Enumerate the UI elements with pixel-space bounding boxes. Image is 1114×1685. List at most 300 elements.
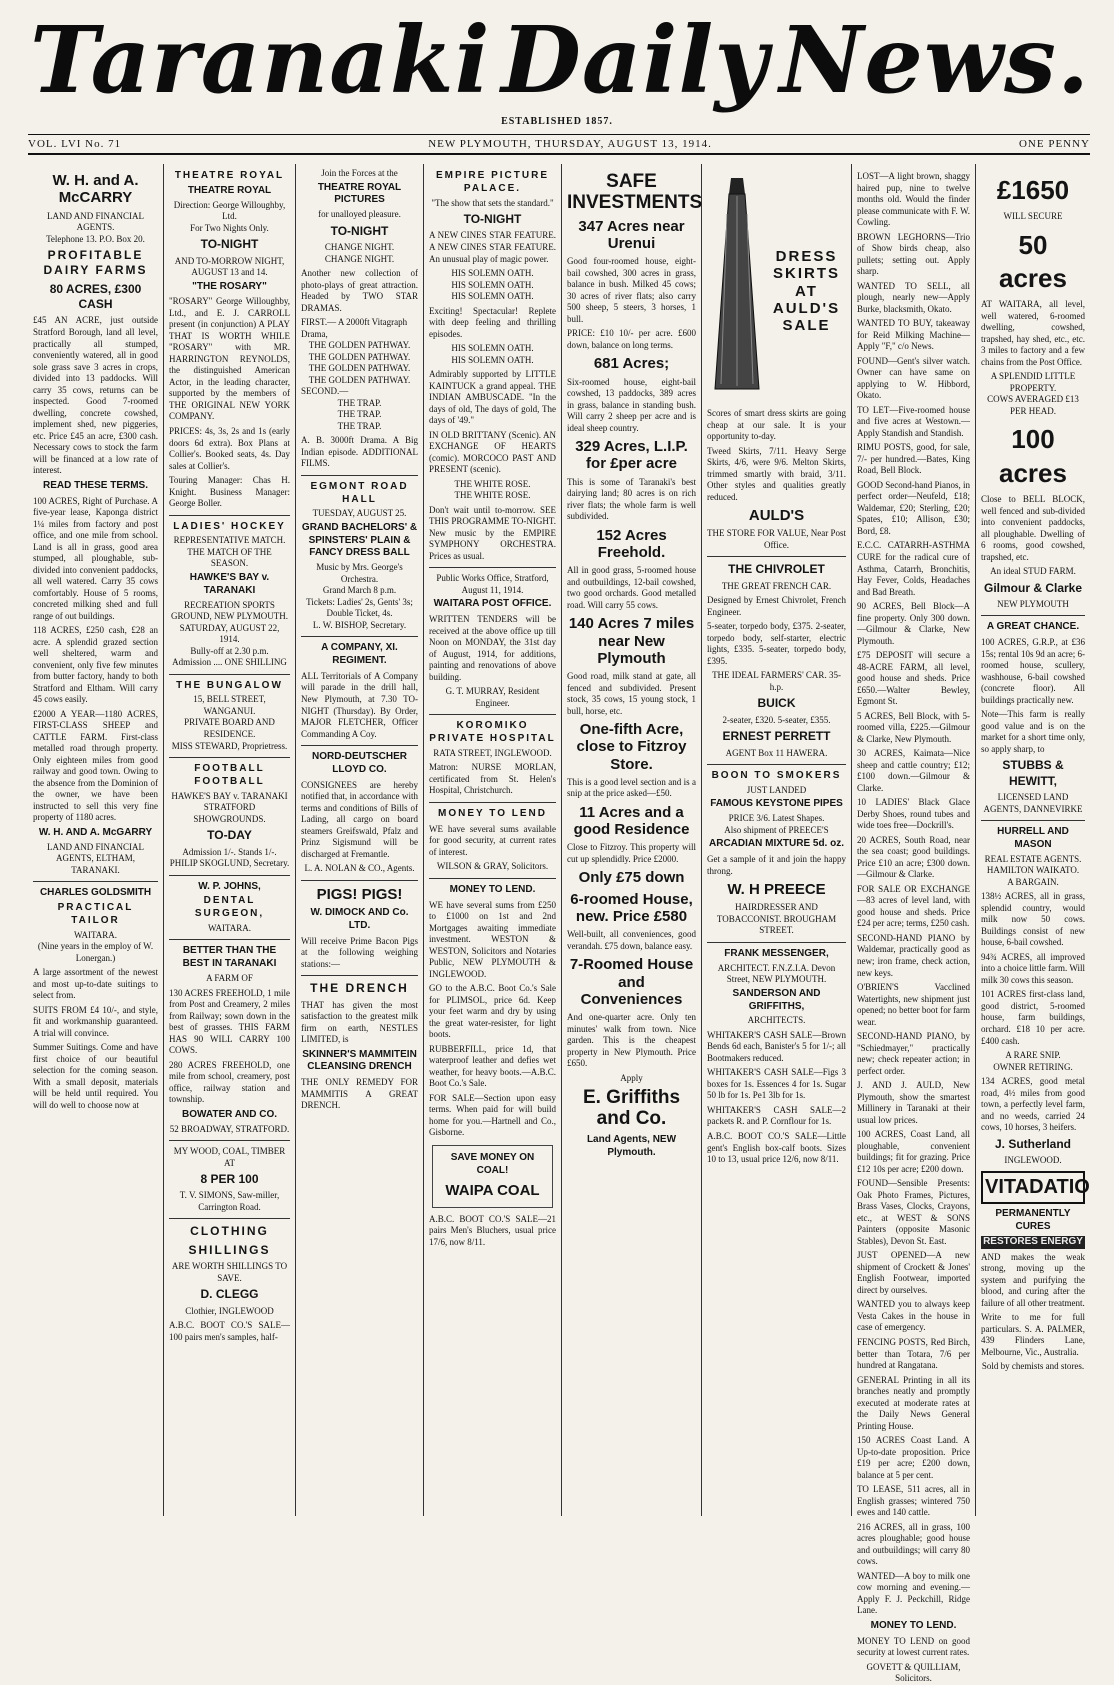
newspaper-title bbox=[30, 6, 1090, 114]
ad-text: 280 ACRES FREEHOLD, one mile from school, creamery, post office, railway station and township. bbox=[169, 1059, 290, 1105]
ad-text: HIS SOLEMN OATH. bbox=[451, 343, 534, 354]
ad-heading: MONEY TO LEND. bbox=[449, 883, 536, 895]
classified-ad: 30 ACRES, Kaimata—Nice sheep and cattle country; £12; £100 down.—Gilmour & Clarke. bbox=[857, 748, 970, 793]
ad-text: PRICE: £10 10/- per acre. £600 down, balance on long terms. bbox=[567, 328, 696, 350]
ad-firm-sub: Land Agents, NEW Plymouth. bbox=[586, 1133, 677, 1158]
ad-heading: THE BUNGALOW bbox=[176, 679, 283, 691]
ad-heading: ARCADIAN MIXTURE 5d. oz. bbox=[709, 838, 844, 850]
ad-heading: D. CLEGG bbox=[200, 1287, 259, 1302]
ad-text: 2-seater, £320. 5-seater, £355. bbox=[722, 714, 831, 725]
ad-text: Grand March 8 p.m. bbox=[322, 585, 397, 596]
ad-heading: 50 acres bbox=[999, 229, 1067, 294]
ad-firm-sub: LAND AND FINANCIAL AGENTS. bbox=[47, 210, 144, 233]
ad-heading: EMPIRE PICTURE PALACE. bbox=[435, 170, 549, 194]
classified-ad: TO LEASE, 511 acres, all in English grasses; wintered 750 ewes and 140 cattle. bbox=[857, 1484, 970, 1518]
ad-text: Admission 1/-. Stands 1/-. bbox=[182, 846, 277, 857]
ad-heading: SAVE MONEY ON COAL! bbox=[450, 1151, 535, 1176]
ad-text: WHITAKER'S CASH SALE—Brown Bends 6d each, Banister's 5 for 1/-; all Bootmakers reduced. bbox=[707, 1029, 846, 1063]
column-1 bbox=[28, 164, 164, 1516]
ad-text: Sold by chemists and stores. bbox=[981, 1361, 1085, 1372]
ad-banner: RESTORES ENERGY bbox=[981, 1236, 1085, 1249]
ad-text: Scores of smart dress skirts are going cheap at our sale. It is your opportunity to-day. bbox=[707, 408, 846, 442]
ad-text: THE WHITE ROSE. bbox=[454, 478, 531, 489]
ad-text: G. T. MURRAY, Resident Engineer. bbox=[445, 686, 540, 708]
ad-text: AGENT Box 11 HAWERA. bbox=[725, 747, 828, 758]
divider bbox=[429, 567, 556, 568]
ad-text: 138½ ACRES, all in grass, splendid country, would milk now 50 cows. Buildings consist of new house, 6-bail cowshed. bbox=[981, 891, 1085, 948]
column-5 bbox=[562, 164, 702, 1516]
ad-heading: CLOTHING bbox=[190, 1224, 269, 1239]
divider bbox=[169, 939, 290, 940]
ad-text: ALL Territorials of A Company will parade in the drill hall, New Plymouth, at 7.30 TO-NIGHT (Thursday). By Order, MAJOR FLETCHER, Officer Commanding A Coy. bbox=[301, 670, 418, 739]
ad-text: ARE WORTH SHILLINGS TO SAVE. bbox=[171, 1261, 288, 1283]
ad-heading: LADIES' HOCKEY bbox=[173, 520, 286, 532]
ad-text: WAITARA. bbox=[207, 922, 252, 933]
classified-ad: E.C.C. CATARRH-ASTHMA CURE for the radical cure of Asthma, Catarrh, Bronchitis, Hay Fever, Colds, Headaches and Bad Breath. bbox=[857, 540, 970, 597]
ad-text: (Nine years in the employ of W. Lonergan.) bbox=[37, 941, 154, 963]
ad-heading: READ THESE TERMS. bbox=[42, 479, 148, 491]
ad-text: Admission .... ONE SHILLING bbox=[172, 657, 287, 668]
ad-heading: SAFE INVESTMENTS bbox=[567, 171, 703, 213]
ad-text: THE TRAP. bbox=[337, 409, 382, 420]
ad-text: A FARM OF bbox=[206, 973, 253, 984]
ad-firm-sub: INGLEWOOD. bbox=[1004, 1155, 1062, 1165]
divider bbox=[169, 515, 290, 516]
ad-heading: WAIPA COAL bbox=[445, 1181, 540, 1199]
ad-text: SECOND.— bbox=[301, 386, 349, 397]
ad-text: A.B.C. BOOT CO.'S SALE—Little gent's English box-calf boots. Sizes 10 to 13, usual price 12/6, now 8/11. bbox=[707, 1130, 846, 1165]
ad-text: HAIRDRESSER AND TOBACCONIST. BROUGHAM STREET. bbox=[716, 902, 837, 936]
ad-text: WHITAKER'S CASH SALE—2 packets R. and P. Cornflour for 1s. bbox=[707, 1104, 846, 1127]
ad-firm: Gilmour & Clarke bbox=[983, 580, 1083, 595]
ad-text: COWS AVERAGED £13 PER HEAD. bbox=[987, 394, 1079, 416]
ad-text: 15, BELL STREET, WANGANUI. bbox=[193, 694, 266, 716]
skirt-advert bbox=[707, 168, 846, 405]
ad-text: Tweed Skirts, 7/11. Heavy Serge Skirts, 4/6, were 9/6. Melton Skirts, trimmed smartly with braid, 3/11. Other styles and qualities greatly reduced. bbox=[707, 445, 846, 502]
ad-heading: 8 PER 100 bbox=[200, 1172, 259, 1187]
ad-text: AT WAITARA, all level, well watered, 6-roomed dwelling, cowshed, trapshed, hay shed, etc., etc. 3 miles to factory and a few chains from the Post Office. bbox=[981, 299, 1085, 367]
divider bbox=[169, 875, 290, 876]
ad-firm: HURRELL AND MASON bbox=[997, 826, 1069, 850]
ad-text: JUST LANDED bbox=[746, 784, 807, 795]
ad-text: 5-seater, torpedo body, £375. 2-seater, torpedo body, self-starter, electric lights, £335. 5-seater, torpedo body, £395. bbox=[707, 621, 846, 666]
ad-text: Direction: George Willoughby, Ltd. bbox=[173, 199, 286, 222]
divider bbox=[707, 764, 846, 765]
ad-text: L. A. NOLAN & CO., Agents. bbox=[304, 863, 415, 874]
ad-text: 52 BROADWAY, STRATFORD. bbox=[169, 1123, 290, 1134]
ad-text: GO to the A.B.C. Boot Co.'s Sale for PLIMSOL, price 6d. Keep your feet warm and dry by using the great water-resister, for light boots. bbox=[429, 983, 556, 1040]
ad-text: PRICE 3/6. Latest Shapes. bbox=[728, 813, 825, 824]
ad-heading: 140 Acres 7 miles near New Plymouth bbox=[568, 615, 695, 667]
title-word-3: News. bbox=[779, 6, 1090, 114]
ad-text: FIRST.— A 2000ft Vitagraph Drama, bbox=[301, 317, 408, 339]
ad-text: "ROSARY" George Willoughby, Ltd., and E. J. CARROLL present (in conjunction) A PLAY THAT IS WORTH WHILE "ROSARY" with MR. HARRINGTON REYNOLDS, the distinguished American Actor, in the leading character, supported by the members of THE ORIGINAL NEW YORK COMPANY. bbox=[169, 296, 290, 422]
ad-text: This is some of Taranaki's best dairying land; 80 acres is on rich river flats; the whole farm is well subdivided. bbox=[567, 476, 696, 522]
ad-text: For Two Nights Only. bbox=[190, 222, 269, 233]
divider bbox=[981, 615, 1085, 616]
ad-heading: HAWKE'S BAY v. TARANAKI bbox=[189, 571, 270, 596]
ad-heading: TO-NIGHT bbox=[330, 223, 389, 238]
divider bbox=[169, 757, 290, 758]
ad-text: Note—This farm is really good value and is on the market for a short time only, so apply sharp, to bbox=[981, 709, 1085, 754]
ad-heading: TO-NIGHT bbox=[463, 212, 522, 227]
ad-text: Also shipment of PREECE'S bbox=[724, 824, 829, 835]
title-word-2: Daily bbox=[501, 6, 769, 114]
ad-text: HAWKE'S BAY v. TARANAKI bbox=[171, 790, 288, 801]
ad-heading: 6-roomed House, new. Price £580 bbox=[570, 890, 693, 925]
ad-heading: WAITARA POST OFFICE. bbox=[433, 598, 552, 610]
ad-text: HIS SOLEMN OATH. bbox=[451, 291, 534, 302]
ad-text: 94¾ ACRES, all improved into a choice little farm. Will milk 30 cows this season. bbox=[981, 951, 1085, 985]
ad-text: Good four-roomed house, eight-bail cowshed, 300 acres in grass, balance in bush. Milked 45 cows; 30 acres of river flats; also carry 500 sheep, 5 steers, 3 horses, 1 bull. bbox=[567, 256, 696, 324]
ad-text: THE TRAP. bbox=[337, 397, 382, 408]
ad-heading: PROFITABLE DAIRY FARMS bbox=[43, 248, 148, 278]
ad-heading: THEATRE ROYAL bbox=[174, 170, 285, 181]
ad-text: THE GOLDEN PATHWAY. bbox=[308, 363, 411, 374]
classified-ad: FENCING POSTS, Red Birch, better than Totara, 7/6 per hundred at Rangatana. bbox=[857, 1336, 970, 1371]
ad-firm: J. Sutherland bbox=[994, 1136, 1071, 1151]
ad-text: And one-quarter acre. Only ten minutes' walk from town. Nice garden. This is the cheapest property in New Plymouth. Price £650. bbox=[567, 1012, 696, 1069]
ad-text: THE MATCH OF THE SEASON. bbox=[187, 546, 272, 569]
divider bbox=[169, 674, 290, 675]
ad-text: A large assortment of the newest and most up-to-date suitings to select from. bbox=[33, 967, 158, 1001]
classified-ad: 150 ACRES Coast Land. A Up-to-date proposition. Price £19 per acre; £200 down, balance at 5 per cent. bbox=[857, 1435, 970, 1480]
ad-text: CHANGE NIGHT. bbox=[324, 253, 395, 264]
ad-text: PRICES: 4s, 3s, 2s and 1s (early doors 6d extra). Box Plans at Collier's. Booked seats, 4s. Day sales at Collier's. bbox=[169, 426, 290, 471]
ad-firm-sub: REAL ESTATE AGENTS. HAMILTON WAIKATO. bbox=[984, 853, 1082, 876]
ad-heading: BUICK bbox=[757, 696, 796, 711]
ad-text: THE GREAT FRENCH CAR. bbox=[721, 580, 832, 591]
ad-heading: FRANK MESSENGER, bbox=[724, 947, 829, 959]
ad-heading: GRAND BACHELORS' & SPINSTERS' PLAIN & FANCY DRESS BALL bbox=[301, 521, 418, 559]
ad-text: £2000 A YEAR—1180 ACRES, FIRST-CLASS SHEEP and CATTLE FARM. First-class metalled road through property. Only eighteen miles from good railway and good town. Owing to the absence from the Dominion of the owner, we have been instructed to sell this very fine property of 1180 acres. bbox=[33, 708, 158, 823]
ad-text: WRITTEN TENDERS will be received at the above office up till Noon on MONDAY, the 31st day of August, 1914, for additions, painting and renovations of above building. bbox=[429, 614, 556, 682]
ad-text: REPRESENTATIVE MATCH. bbox=[173, 535, 286, 546]
column-3 bbox=[296, 164, 424, 1516]
divider bbox=[301, 880, 418, 881]
ad-text: for unalloyed pleasure. bbox=[318, 209, 401, 220]
ad-heading: 7-Roomed House and Conveniences bbox=[569, 956, 694, 1008]
classified-ad: RIMU POSTS, good, for sale, 7/- per hundred.—Bates, King Road, Bell Block. bbox=[857, 442, 970, 476]
ad-text: Matron: NURSE MORLAN, certificated from St. Helen's Hospital, Christchurch. bbox=[429, 762, 556, 796]
ad-text: MISS STEWARD, Proprietress. bbox=[171, 740, 288, 751]
ad-firm: STUBBS & HEWITT, bbox=[1002, 758, 1064, 788]
ad-text: THE ONLY REMEDY FOR MAMMITIS A GREAT DRENCH. bbox=[301, 1077, 418, 1111]
ad-text: A RARE SNIP. bbox=[1005, 1050, 1061, 1061]
ad-firm-sub: LICENSED LAND AGENTS, DANNEVIRKE bbox=[983, 792, 1083, 814]
classified-ad: £75 DEPOSIT will secure a 48-ACRE FARM, all level, good house and sheds. Price £650.—Walter Bewley, Egmont St. bbox=[857, 650, 970, 707]
ad-text: L. W. BISHOP, Secretary. bbox=[312, 619, 407, 630]
ad-text: THE WHITE ROSE. bbox=[454, 490, 531, 501]
dress-skirt-illustration bbox=[707, 174, 767, 399]
ad-text: WHITAKER'S CASH SALE—Figs 3 boxes for 1s. Essences 4 for 1s. Sugar 50 lb for 1s. Pe1 3lb for 1s. bbox=[707, 1067, 846, 1101]
ad-text: Clothier, INGLEWOOD bbox=[185, 1305, 274, 1316]
ad-heading: PRACTICAL TAILOR bbox=[57, 902, 134, 926]
divider bbox=[301, 745, 418, 746]
ad-text: PRIVATE BOARD AND RESIDENCE. bbox=[184, 717, 275, 739]
ad-firm-sub: LAND AND FINANCIAL AGENTS, ELTHAM, TARANAKI. bbox=[47, 841, 144, 875]
ad-heading: BOWATER AND CO. bbox=[182, 1108, 277, 1120]
column-4 bbox=[424, 164, 562, 1516]
classified-ad: MONEY TO LEND on good security at lowest current rates. bbox=[857, 1635, 970, 1658]
divider bbox=[707, 556, 846, 557]
ad-text: HIS SOLEMN OATH. bbox=[451, 279, 534, 290]
ad-heading: PIGS! PIGS! bbox=[316, 885, 403, 903]
divider bbox=[981, 820, 1085, 821]
ad-heading: One-fifth Acre, close to Fitzroy Store. bbox=[576, 721, 687, 773]
masthead bbox=[0, 0, 1114, 160]
ad-text: Will receive Prime Bacon Pigs at the following weighing stations:— bbox=[301, 935, 418, 969]
ad-text: SUITS FROM £4 10/-, and style, fit and workmanship guaranteed. A trial will convince. bbox=[33, 1004, 158, 1038]
divider bbox=[429, 802, 556, 803]
ad-heading: 11 Acres and a good Residence bbox=[573, 803, 690, 839]
ad-text: An ideal STUD FARM. bbox=[990, 566, 1076, 577]
divider bbox=[429, 714, 556, 715]
ad-price: £1650 bbox=[996, 175, 1070, 205]
ad-text: Bully-off at 2.30 p.m. bbox=[190, 645, 269, 656]
ad-heading: PERMANENTLY CURES bbox=[995, 1208, 1071, 1232]
classified-ad: FOUND—Sensible Presents: Oak Photo Frames, Pictures, Brass Vases, Clocks, Crayons, etc., at WEST & SONS Painters (opposite Masonic Stables), Devon St. East. bbox=[857, 1178, 970, 1246]
classified-ad: O'BRIEN'S Vacclined Watertights, new shipment just opened; no better boot for farm wear. bbox=[857, 982, 970, 1027]
ad-text: IN OLD BRITTANY (Scenic). AN EXCHANGE OF HEARTS (comic). MORCOCO PAST AND PRESENT (scenic). bbox=[429, 429, 556, 475]
ad-text: T. V. SIMONS, Saw-miller, Carrington Road. bbox=[179, 1190, 280, 1212]
ad-heading: THEATRE ROYAL PICTURES bbox=[317, 181, 402, 206]
ad-text: Summer Suitings. Come and have first choice of our beautiful selection for the coming season. With a small deposit, materials will be held until required. You will do well to choose now at bbox=[33, 1042, 158, 1110]
divider bbox=[429, 878, 556, 879]
issue-date: NEW PLYMOUTH, THURSDAY, AUGUST 13, 1914. bbox=[428, 138, 712, 150]
ad-heading: A COMPANY, XI. REGIMENT. bbox=[321, 642, 398, 667]
ad-text: This is a good level section and is a snip at the price asked—£50. bbox=[567, 776, 696, 799]
classified-ad: WANTED TO BUY, takeaway for Reid Milking Machine—Apply "F," c/o News. bbox=[857, 318, 970, 352]
issue-price: ONE PENNY bbox=[1018, 138, 1090, 150]
ad-heading: 681 Acres; bbox=[593, 355, 670, 373]
ad-text: 100 ACRES, Right of Purchase. A five-year lease, Kaponga district 1¼ miles from factory and post office, and one mile from school. Land is all in grass, good area stumped, all ploughable, sub-divided into convenient paddocks, all well watered. Carry 35 cows comfortably. House of 5 rooms, concreted milking shed and full range of out buildings. bbox=[33, 495, 158, 621]
classified-ad: SECOND-HAND PIANO by Waldemar, practically good as new; iron frame, check action, new keys. bbox=[857, 932, 970, 978]
ad-heading: DENTAL SURGEON, bbox=[194, 895, 265, 920]
divider bbox=[301, 475, 418, 476]
ad-heading: "THE ROSARY" bbox=[192, 280, 267, 292]
classified-ad: 90 ACRES, Bell Block—A fine property. Only 300 down.—Gilmour & Clarke, New Plymouth. bbox=[857, 601, 970, 646]
classified-ad: 100 ACRES, Coast Land, all ploughable, convenient buildings; fit for grazing. Price £12 10s per acre; £200 down. bbox=[857, 1129, 970, 1174]
ad-heading: BETTER THAN THE BEST IN TARANAKI bbox=[182, 945, 277, 970]
ad-text: A NEW CINES STAR FEATURE. A NEW CINES STAR FEATURE. An unusual play of magic power. bbox=[429, 230, 556, 264]
ad-text: TUESDAY, AUGUST 25. bbox=[312, 508, 407, 519]
ad-heading: SHILLINGS bbox=[188, 1242, 271, 1257]
ad-heading: EGMONT ROAD HALL bbox=[310, 480, 409, 505]
ad-heading: MONEY TO LEND. bbox=[870, 1619, 957, 1631]
column-7 bbox=[852, 164, 976, 1684]
ad-town: WAITARA. bbox=[73, 929, 118, 940]
ad-text: Get a sample of it and join the happy throng. bbox=[707, 854, 846, 876]
ad-text: STRATFORD SHOWGROUNDS. bbox=[193, 802, 266, 824]
ad-heading: MONEY TO LEND bbox=[438, 808, 547, 819]
classified-ad: SECOND-HAND PIANO, by "Schiedmayer," practically new; check repeater action; in perfect order. bbox=[857, 1031, 970, 1076]
ad-text: Tickets: Ladies' 2s, Gents' 3s; Double Ticket, 4s. bbox=[306, 596, 413, 619]
ad-text: Apply bbox=[620, 1072, 643, 1083]
ad-heading: 329 Acres, L.I.P. for £per acre bbox=[575, 438, 688, 473]
ad-text: CONSIGNEES are hereby notified that, in accordance with terms and conditions of Bills of Lading, all cargo on board steamers Greifswald, Pfalz and Prinz Sigismund will be discharged at Fremantle. bbox=[301, 779, 418, 859]
classified-ad: 10 LADIES' Black Glace Derby Shoes, round tubes and wide toes free—Dockrill's. bbox=[857, 797, 970, 831]
ad-heading: Only £75 down bbox=[578, 869, 685, 887]
coal-advert-box bbox=[432, 1145, 553, 1208]
ad-text: WILSON & GRAY, Solicitors. bbox=[436, 861, 549, 872]
column-6 bbox=[702, 164, 852, 1516]
classified-ad: FOR SALE OR EXCHANGE—83 acres of level land, with good house and sheds. Price £24 per acre; terms, £250 cash. bbox=[857, 883, 970, 929]
ad-text: AND makes the weak strong, moving up the system and purifying the blood, and curing after the failure of all other treatment. bbox=[981, 1251, 1085, 1308]
ad-text: A.B.C. BOOT CO.'S SALE—100 pairs men's samples, half- bbox=[169, 1320, 290, 1342]
classified-ad: 5 ACRES, Bell Block, with 5-roomed villa, £225.—Gilmour & Clarke, New Plymouth. bbox=[857, 710, 970, 744]
classified-ad: J. AND J. AULD, New Plymouth, show the smartest Millinery in Taranaki at their usual low prices. bbox=[857, 1080, 970, 1125]
ad-text: THE GOLDEN PATHWAY. bbox=[308, 351, 411, 362]
ad-heading: TO-NIGHT bbox=[200, 237, 259, 252]
ad-heading: W. DIMOCK AND Co. LTD. bbox=[310, 907, 409, 931]
ad-heading: DRESS SKIRTS AT AULD'S SALE bbox=[772, 248, 841, 334]
ad-heading: ERNEST PERRETT bbox=[722, 729, 831, 744]
ad-heading: FOOTBALL FOOTBALL bbox=[194, 763, 265, 787]
ad-heading: AULD'S bbox=[748, 507, 805, 525]
column-2 bbox=[164, 164, 296, 1516]
ad-text: A. B. 3000ft Drama. A Big Indian episode. ADDITIONAL FILMS. bbox=[301, 435, 418, 469]
classified-ad: WANTED you to always keep Vesta Cakes in the house in case of emergency. bbox=[857, 1299, 970, 1333]
ad-heading: A GREAT CHANCE. bbox=[986, 621, 1080, 633]
ad-text: 130 ACRES FREEHOLD, 1 mile from Post and Creamery, 2 miles from Railway; sown down in the best of grasses. THIS FARM HAS 90 WILL CARRY 100 COWS. bbox=[169, 987, 290, 1056]
ad-text: Designed by Ernest Chivrolet, French Engineer. bbox=[707, 595, 846, 617]
column-8 bbox=[976, 164, 1090, 1516]
ad-text: THE STORE FOR VALUE, Near Post Office. bbox=[707, 528, 847, 550]
ad-firm-sub: NEW PLYMOUTH bbox=[997, 598, 1069, 609]
divider bbox=[169, 1218, 290, 1219]
ad-text: HIS SOLEMN OATH. bbox=[451, 268, 534, 279]
dateline-bar bbox=[28, 134, 1090, 155]
vitadatio-logo: VITADATIO bbox=[981, 1171, 1085, 1205]
classified-ad: TO LET—Five-roomed house and five acres at Westown.—Apply Standish and Standish. bbox=[857, 404, 970, 438]
ad-text: WILL SECURE bbox=[1003, 211, 1063, 222]
ad-text: PHILIP SKOGLUND, Secretary. bbox=[169, 858, 290, 869]
classified-ad: WANTED TO SELL, all plough, nearly new—Apply Burke, blacksmith, Okato. bbox=[857, 280, 970, 314]
classified-ad: GOOD Second-hand Pianos, in perfect order—Neufeld, £18; Waldemar, £20; Sterling, £20; Spates, £10; Allison, £30; Bord, £8. bbox=[857, 479, 970, 536]
ad-text: THE GOLDEN PATHWAY. bbox=[308, 374, 411, 385]
ad-text: Don't wait until to-morrow. SEE THIS PROGRAMME TO-NIGHT. New music by the EMPIRE SYMPHONY ORCHESTRA. Prices as usual. bbox=[429, 504, 556, 561]
ad-heading: W. P. JOHNS, bbox=[198, 880, 261, 892]
ad-text: AUGUST 13 and 14. bbox=[191, 267, 268, 278]
ad-text: A.B.C. BOOT CO.'S SALE—21 pairs Men's Bluchers, usual price 17/6, now 8/11. bbox=[429, 1213, 556, 1247]
ad-text: THE IDEAL FARMERS' CAR. 35-h.p. bbox=[712, 670, 841, 692]
ad-heading: THE CHIVROLET bbox=[728, 562, 825, 577]
columns bbox=[28, 164, 1090, 1684]
ad-heading: W. H PREECE bbox=[727, 881, 826, 899]
ad-firm: W. H. and A. McCARRY bbox=[52, 172, 139, 207]
ad-text: RATA STREET, INGLEWOOD. bbox=[433, 747, 552, 758]
divider bbox=[707, 942, 846, 943]
ad-firm: E. Griffiths and Co. bbox=[582, 1087, 681, 1129]
ad-text: 134 ACRES, good metal road, 4½ miles from good town, a perfectly level farm, and no weeds, carried 24 cows, 10 horses, 3 heifers. bbox=[981, 1076, 1085, 1133]
ad-text: A SPLENDID LITTLE PROPERTY. bbox=[990, 371, 1076, 393]
ad-text: Well-built, all conveniences, good verandah. £75 down, balance easy. bbox=[567, 929, 696, 951]
ad-text: Music by Mrs. George's Orchestra. bbox=[316, 562, 403, 584]
ad-heading: 152 Acres Freehold. bbox=[596, 526, 667, 562]
ad-firm: W. H. AND A. McGARRY bbox=[38, 826, 153, 838]
ad-text: Write to me for full particulars. S. A. PALMER, 439 Flinders Lane, Melbourne, Vic., Australia. bbox=[981, 1312, 1085, 1357]
ad-heading: 100 acres bbox=[999, 424, 1067, 488]
ad-text: 100 ACRES, G.R.P., at £36 15s; rental 10s 9d an acre; 6-roomed house, scullery, washhouse, 6-bail cowshed (concrete floor). All buildings practically new. bbox=[981, 637, 1085, 705]
ad-text: OWNER RETIRING. bbox=[993, 1061, 1073, 1072]
divider bbox=[169, 1140, 290, 1141]
ad-heading: SANDERSON AND GRIFFITHS, bbox=[732, 987, 821, 1012]
classified-ad: JUST OPENED—A new shipment of Crockett & Jones' English Footwear, imported direct by ourselves. bbox=[857, 1250, 970, 1295]
ad-text: ARCHITECTS. bbox=[747, 1015, 806, 1026]
divider bbox=[301, 636, 418, 637]
ad-text: FOR SALE—Section upon easy terms. When paid for will build home for you.—Hartnell and Co., Gisborne. bbox=[429, 1092, 556, 1138]
ad-text: Good road, milk stand at gate, all fenced and subdivided. Present stock, 35 cows, 15 young stock, 1 bull, horse, etc. bbox=[567, 671, 696, 716]
classified-ad: 216 ACRES, all in grass, 100 acres ploughable; good house and outbuildings; will carry 80 cows. bbox=[857, 1521, 970, 1567]
established-line: ESTABLISHED 1857. bbox=[501, 116, 613, 127]
volume-number: VOL. LVI No. 71 bbox=[28, 138, 122, 150]
ad-phone: Telephone 13. P.O. Box 20. bbox=[46, 233, 145, 244]
ad-text: Six-roomed house, eight-bail cowshed, 13 paddocks, 389 acres in grass, balance in standing bush. Will carry 2 sheep per acre and is ideal sheep country. bbox=[567, 376, 696, 433]
ad-heading: BOON TO SMOKERS bbox=[711, 770, 842, 782]
ad-text: WE have several sums from £250 to £1000 on 1st and 2nd Mortgages awaiting immediate investment. WESTON & WESTON, Solicitors and Notaries Public, NEW PLYMOUTH & INGLEWOOD. bbox=[429, 899, 556, 979]
ad-text: AND TO-MORROW NIGHT, bbox=[174, 255, 285, 266]
ad-text: WE have several sums available for good security, at current rates of interest. bbox=[429, 823, 556, 857]
ad-heading: 347 Acres near Urenui bbox=[578, 217, 685, 253]
ad-text: SATURDAY, AUGUST 22, 1914. bbox=[179, 622, 280, 645]
ad-text: £45 AN ACRE, just outside Stratford Borough, land all level, practically all stumped, conveniently watered, all in good sole grass save 3 acres in crops, divided into 13 paddocks. Will carry 35 cows, returns can be inspected. Good 7-roomed dwelling, concrete cowshed, implement shed, new piggeries, etc. Price £45 an acre, £300 cash. Necessary cows to stock the farm will be financed at a low rate of interest. bbox=[33, 315, 158, 476]
title-word-1: Taranaki bbox=[30, 6, 491, 114]
ad-text: 101 ACRES first-class land, good district, 5-roomed house, farm buildings, orchard. £18 10 per acre. £400 cash. bbox=[981, 989, 1085, 1046]
ad-text: THAT has given the most satisfaction to the greatest milk firm on earth, NESTLES LIMITED, is bbox=[301, 999, 418, 1045]
ad-text: "The show that sets the standard." bbox=[431, 197, 554, 208]
classified-ad: WANTED—A boy to milk one cow morning and evening.—Apply F. J. Peckchill, Ridge Lane. bbox=[857, 1570, 970, 1616]
ad-text: THE GOLDEN PATHWAY. bbox=[308, 340, 411, 351]
divider bbox=[33, 881, 158, 882]
ad-heading: NORD-DEUTSCHER LLOYD CO. bbox=[312, 751, 407, 775]
ad-heading: TO-DAY bbox=[207, 828, 252, 843]
ad-heading: THEATRE ROYAL bbox=[187, 184, 272, 196]
ad-text: ARCHITECT. F.N.Z.I.A. Devon Street, NEW PLYMOUTH. bbox=[717, 962, 836, 985]
classified-ad: FOUND—Gent's silver watch. Owner can have same on applying to W. Hibbord, Okato. bbox=[857, 355, 970, 401]
ad-text: A BARGAIN. bbox=[1007, 876, 1059, 887]
ad-text: Public Works Office, Stratford, August 11, 1914. bbox=[436, 573, 549, 595]
ad-text: CHANGE NIGHT. bbox=[324, 241, 395, 252]
divider bbox=[301, 975, 418, 976]
ad-heading: FAMOUS KEYSTONE PIPES bbox=[710, 798, 843, 810]
classified-ad: BROWN LEGHORNS—Trio of Show birds cheap, also pullets; setting out. Apply sharp. bbox=[857, 231, 970, 277]
ad-text: Touring Manager: Chas H. Knight. Business Manager: George Boller. bbox=[169, 475, 290, 509]
ad-text: All in good grass, 5-roomed house and outbuildings, 12-bail cowshed, two good orchards. Good metalled road. Will carry 55 cows. bbox=[567, 565, 696, 610]
ad-text: HIS SOLEMN OATH. bbox=[451, 354, 534, 365]
ad-text: Exciting! Spectacular! Replete with deep feeling and thrilling episodes. bbox=[429, 305, 556, 339]
ad-firm: CHARLES GOLDSMITH bbox=[39, 887, 152, 899]
ad-heading: THE DRENCH bbox=[310, 981, 409, 996]
ad-text: MY WOOD, COAL, TIMBER AT bbox=[173, 1146, 286, 1168]
ad-text: GOVETT & QUILLIAM, Solicitors. bbox=[866, 1661, 961, 1684]
ad-heading: 80 ACRES, £300 CASH bbox=[49, 281, 142, 312]
ad-text: THE TRAP. bbox=[337, 420, 382, 431]
ad-text: RECREATION SPORTS GROUND, NEW PLYMOUTH. bbox=[171, 599, 288, 622]
classified-ad: GENERAL Printing in all its branches neatly and promptly executed at moderate rates at the Daily News General Printing House. bbox=[857, 1374, 970, 1431]
ad-text: 118 ACRES, £250 cash, £28 an acre. A splendid grazed section well sheltered, warm and convenient, only five few minutes from butter factory, handy to both Stratford and Eltham. Will carry 45 cows easily. bbox=[33, 625, 158, 705]
ad-text: Join the Forces at the bbox=[321, 168, 398, 178]
ad-text: Close to BELL BLOCK, well fenced and sub-divided into convenient paddocks, all ploughable. Dwelling of 6 rooms, good cowshed, trapshed, etc. bbox=[981, 494, 1085, 562]
classified-ad: 20 ACRES, South Road, near the sea coast; good buildings. Price £10 an acre; £300 down.—Gilmour & Clarke. bbox=[857, 834, 970, 880]
ad-text: RUBBERFILL, price 1d, that waterproof leather and defies wet weather, for heavy boots.—A.B.C. Boot Co.'s Sale. bbox=[429, 1043, 556, 1089]
ad-text: Admirably supported by LITTLE KAINTUCK a grand appeal. THE INDIAN AMBUSCADE. "In the days of old, The days of gold, The days of '49." bbox=[429, 369, 556, 426]
ad-heading: SKINNER'S MAMMITEIN CLEANSING DRENCH bbox=[302, 1048, 417, 1073]
ad-text: Another new collection of photo-plays of great attraction. Headed by TWO STAR DRAMAS. bbox=[301, 268, 418, 313]
classified-ad: LOST—A light brown, shaggy haired pup, nine to twelve months old. Would the finder please communicate with F. W. Cowling. bbox=[857, 171, 970, 228]
ad-text: Close to Fitzroy. This property will cut up splendidly. Price £2000. bbox=[567, 842, 696, 864]
ad-heading: KOROMIKO PRIVATE HOSPITAL bbox=[429, 720, 556, 745]
